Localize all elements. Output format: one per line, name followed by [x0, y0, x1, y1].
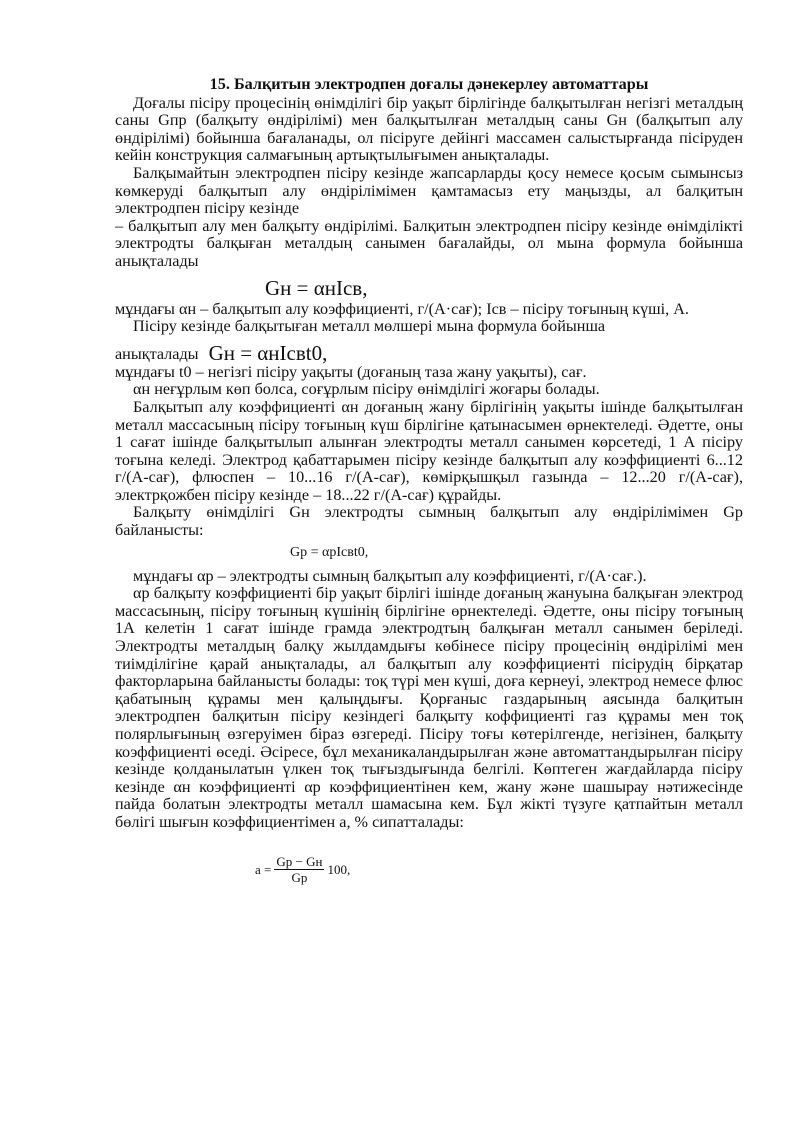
paragraph-2: Балқымайтын электродпен пісіру кезінде жапсарларды қосу немесе қосым сымынсыз көмкеруді балқытып алу өндірілімімен қамтамасыз ету маңызды, ал балқитын электродпен пісіру кезінде [115, 163, 743, 218]
formula-melting-rate: Gн = αнIсв, [265, 275, 368, 300]
paragraph-7: αн неғұрлым көп болса, соғұрлым пісіру өнімділігі жоғары болады. [133, 380, 600, 399]
paragraph-4: мұндағы αн – балқытып алу коэффициенті, г/(А·сағ); Iсв – пісіру тоғының күші, А. [115, 299, 689, 318]
paragraph-1: Доғалы пісіру процесінің өнімділігі бір уақыт бірлігінде балқытылған негізгі металдың саны Gпр (балқыту өндірілімі) мен балқытылған металдың саны Gн (балқытып алу өндірілімі) бойынша бағаланады, ол пісіруге дейінгі массамен салыстырғанда пісіруден кейін конструкция салмағының артықтылығымен анықталады. [115, 93, 743, 165]
paragraph-6: мұндағы t0 – негізгі пісіру уақыты (доғаның таза жану уақыты), сағ. [115, 362, 587, 381]
formula-denominator: Gр [291, 869, 308, 885]
paragraph-8: Балқытып алу коэффициенті αн доғаның жану бірлігінің уақыты ішінде балқытылған металл массасының пісіру тоғының күш бірлігіне қатынасымен өрнектеледі. Әдетте, оны 1 сағат ішінде балқытылып алынған электродты металл санымен көрсетеді, 1 А пісіру тоғына келеді. Электрод қабаттарымен пісіру кезінде балқытып алу коэффициенті 6...12 г/(А-сағ), флюспен – 10...16 г/(А-сағ), көмірқышқыл газында – 12...20 г/(А-сағ), электрқожбен пісіру кезінде – 18...22 г/(А-сағ) құрайды. [115, 397, 743, 504]
formula-row-2 [115, 342, 743, 364]
paragraph-9: Балқыту өнімділігі Gн электродты сымның балқытып алу өндірілімімен Gр байланысты: [115, 503, 743, 540]
formula-loss-coefficient [255, 854, 743, 885]
formula-fraction [274, 854, 324, 885]
paragraph-11: αр балқыту коэффициенті бір уақыт бірлігі ішінде доғаның жануына балқыған электрод массасының, пісіру тоғының күшінің бірлігіне өрнектеледі. Әдетте, оны пісіру тоғының 1А келетін 1 сағат ішінде грамда электродтың балқыған металл санымен беріледі. Электродты металдың балқу жылдамдығы көбінесе пісіру процесінің өндірілімі мен тиімділігіне қарай анықталады, ал балқытып алу коэффициенті пісірудің бірқатар факторларына байланысты болады: тоқ түрі мен күші, доға кернеуі, электрод немесе флюс қабатының құрамы мен қалыңдығы. Қорғаныс газдарының аясында балқитын электродпен балқитын пісіру кезіндегі балқыту коффициенті газ құрамы мен тоқ полярлығының өзгеруімен біраз өзгереді. Пісіру тоғы көтерілгенде, негізінен, балқыту коэффициенті өседі. Әсіресе, бұл механикаландырылған және автоматтандырылған пісіру кезінде қолданылатын үлкен тоқ тығыздығында белгілі. Көптеген жағдайларда пісіру кезінде αн коэффициенті αр коэффициентінен кем, жану және шашырау нәтижесінде пайда болатын электродты металл шамасына кем. Бұл жікті түзуге қатпайтын металл бөлігі шығын коэффициентімен a, % сипатталады: [115, 584, 743, 831]
formula-numerator: Gр − Gн [276, 853, 323, 869]
paragraph-3: – балқытып алу мен балқыту өндірілімі. Балқитын электродпен пісіру кезінде өнімділікті электродты балқыған металдың санымен бағалайды, ол мына формула бойынша анықталады [115, 216, 743, 270]
paragraph-10: мұндағы αр – электродты сымның балқытып алу коэффициенті, г/(А·сағ.). [133, 566, 647, 585]
section-title: 15. Балқитын электродпен доғалы дәнекерлеу автоматтары [209, 75, 649, 93]
paragraph-5: Пісіру кезінде балқытыған металл мөлшері мына формула бойынша [133, 317, 606, 336]
paragraph-5-continuation: анықталады [115, 345, 199, 364]
formula-rhs: 100, [327, 861, 351, 877]
document-page [115, 76, 743, 885]
formula-melting-mass: Gн = αнIсвt0, [208, 340, 328, 365]
formula-wire-melting: Gр = αрIсвt0, [290, 544, 369, 560]
formula-lhs: a = [255, 861, 272, 877]
